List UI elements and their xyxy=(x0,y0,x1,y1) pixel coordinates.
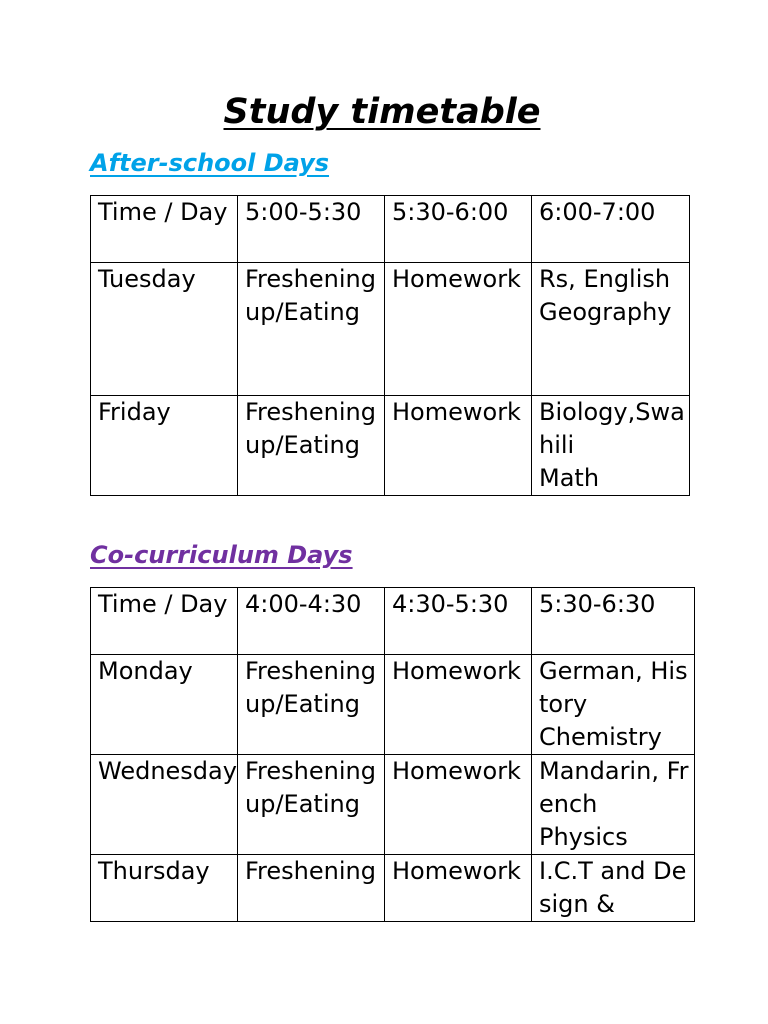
page-title: Study timetable xyxy=(223,92,541,132)
slot-cell: Freshening xyxy=(238,855,385,922)
subject-line: Geography xyxy=(539,298,672,326)
day-cell: Friday xyxy=(91,396,238,496)
header-cell: 4:00-4:30 xyxy=(238,588,385,655)
table-header-row xyxy=(91,588,695,655)
header-cell: Time / Day xyxy=(91,588,238,655)
subjects-cell xyxy=(532,655,695,755)
header-cell: 5:30-6:00 xyxy=(385,196,532,263)
day-cell: Monday xyxy=(91,655,238,755)
subject-line: I.C.T and Design & xyxy=(539,857,687,918)
table-row xyxy=(91,655,695,755)
subject-line: Math xyxy=(539,464,600,492)
slot-cell: Freshening up/Eating xyxy=(238,755,385,855)
subject-line: Biology,Swahili xyxy=(539,398,685,459)
subjects-cell xyxy=(532,755,695,855)
slot-cell: Freshening up/Eating xyxy=(238,396,385,496)
subject-line: Chemistry xyxy=(539,723,662,751)
slot-cell: Homework xyxy=(385,396,532,496)
header-cell: 6:00-7:00 xyxy=(532,196,690,263)
after-school-timetable xyxy=(90,195,690,496)
subjects-cell xyxy=(532,855,695,922)
header-cell: Time / Day xyxy=(91,196,238,263)
day-cell: Thursday xyxy=(91,855,238,922)
header-cell: 5:30-6:30 xyxy=(532,588,695,655)
table-row xyxy=(91,396,690,496)
table-header-row xyxy=(91,196,690,263)
table-row xyxy=(91,263,690,396)
day-cell: Tuesday xyxy=(91,263,238,396)
subject-line: Physics xyxy=(539,823,628,851)
co-curriculum-heading: Co-curriculum Days xyxy=(90,541,353,569)
slot-cell: Homework xyxy=(385,755,532,855)
slot-cell: Freshening up/Eating xyxy=(238,655,385,755)
subjects-cell xyxy=(532,396,690,496)
day-cell: Wednesday xyxy=(91,755,238,855)
after-school-heading: After-school Days xyxy=(90,149,330,177)
header-cell: 4:30-5:30 xyxy=(385,588,532,655)
slot-cell: Homework xyxy=(385,855,532,922)
table-row xyxy=(91,755,695,855)
slot-cell: Homework xyxy=(385,263,532,396)
co-curriculum-timetable xyxy=(90,587,695,922)
header-cell: 5:00-5:30 xyxy=(238,196,385,263)
subjects-cell xyxy=(532,263,690,396)
subject-line: Rs, English xyxy=(539,265,671,293)
slot-cell: Freshening up/Eating xyxy=(238,263,385,396)
slot-cell: Homework xyxy=(385,655,532,755)
subject-line: Mandarin, French xyxy=(539,757,689,818)
table-row xyxy=(91,855,695,922)
subject-line: German, History xyxy=(539,657,688,718)
